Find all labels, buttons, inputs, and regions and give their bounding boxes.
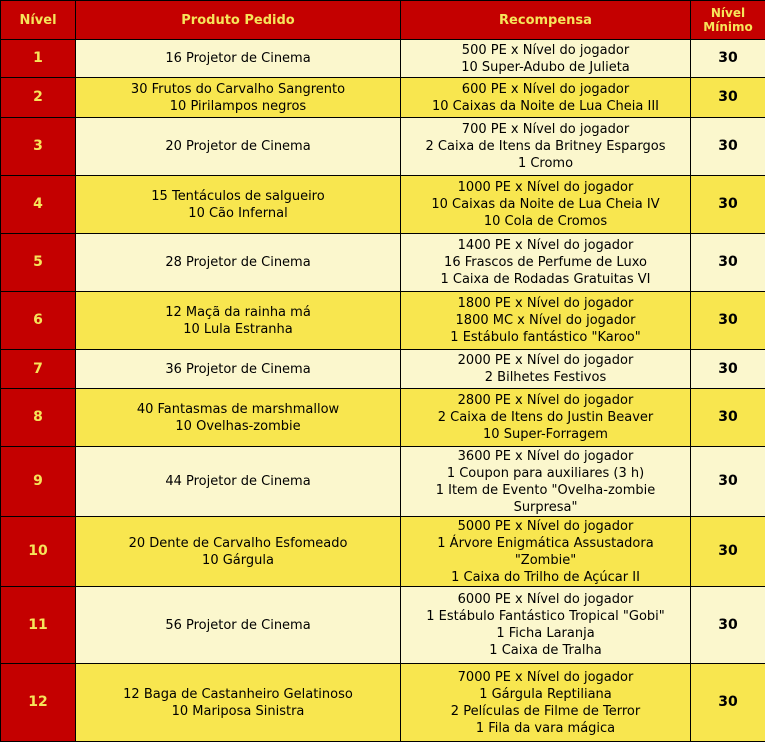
reward-cell: [401, 389, 691, 447]
reward-line: 10 Super-Forragem: [483, 427, 608, 442]
reward-cell: [401, 176, 691, 234]
reward-cell: [401, 517, 691, 587]
product-cell: [76, 176, 401, 234]
reward-line: 7000 PE x Nível do jogador: [457, 669, 634, 685]
table-row: [1, 447, 765, 517]
reward-line: 5000 PE x Nível do jogador: [457, 518, 634, 534]
product-cell: [76, 234, 401, 292]
min-level-cell: 30: [691, 292, 765, 350]
table-row: [1, 350, 765, 389]
level-cell: 2: [1, 78, 76, 118]
reward-cell: [401, 587, 691, 664]
reward-line: 1800 PE x Nível do jogador: [457, 296, 634, 311]
reward-line: 1 Item de Evento "Ovelha-zombie Surpresa": [435, 482, 656, 515]
product-line: 10 Lula Estranha: [183, 321, 293, 337]
product-line: 10 Mariposa Sinistra: [171, 703, 305, 719]
reward-line: 1 Árvore Enigmática Assustadora "Zombie": [437, 535, 654, 568]
level-cell: 4: [1, 176, 76, 234]
level-cell: 8: [1, 389, 76, 447]
reward-line: 3600 PE x Nível do jogador: [457, 448, 634, 464]
reward-line: 1 Coupon para auxiliares (3 h): [446, 465, 645, 481]
reward-cell: [401, 40, 691, 78]
reward-line: 500 PE x Nível do jogador: [461, 42, 630, 58]
level-cell: 9: [1, 447, 76, 517]
product-line: 10 Cão Infernal: [188, 205, 288, 221]
level-cell: 12: [1, 664, 76, 742]
table-row: [1, 234, 765, 292]
reward-line: 1 Estábulo fantástico "Karoo": [450, 330, 641, 345]
reward-line: 1 Caixa de Tralha: [489, 643, 602, 658]
product-line: 10 Gárgula: [202, 552, 274, 568]
reward-cell: [401, 350, 691, 389]
reward-line: 1000 PE x Nível do jogador: [457, 180, 634, 195]
reward-line: 16 Frascos de Perfume de Luxo: [444, 255, 647, 270]
reward-line: 1 Fila da vara mágica: [475, 720, 616, 736]
table-body: [1, 40, 765, 742]
level-cell: 11: [1, 587, 76, 664]
reward-cell: [401, 118, 691, 176]
reward-line: 1 Cromo: [517, 156, 574, 171]
table-row: [1, 517, 765, 587]
table-row: [1, 78, 765, 118]
reward-cell: [401, 664, 691, 742]
reward-line: 10 Caixas da Noite de Lua Cheia III: [431, 98, 660, 114]
product-line: 12 Baga de Castanheiro Gelatinoso: [123, 686, 353, 702]
reward-cell: [401, 447, 691, 517]
reward-line: 600 PE x Nível do jogador: [461, 81, 630, 97]
table-row: [1, 389, 765, 447]
level-cell: 1: [1, 40, 76, 78]
reward-line: 1 Caixa de Rodadas Gratuitas VI: [440, 272, 651, 287]
reward-line: 6000 PE x Nível do jogador: [457, 592, 634, 607]
reward-line: 2 Caixa de Itens do Justin Beaver: [437, 410, 654, 425]
reward-cell: [401, 78, 691, 118]
header-minimo-line2: Mínimo: [703, 20, 753, 34]
reward-line: 1400 PE x Nível do jogador: [457, 238, 634, 253]
reward-line: 2000 PE x Nível do jogador: [457, 353, 634, 368]
product-line: 10 Pirilampos negros: [169, 98, 307, 114]
min-level-cell: 30: [691, 664, 765, 742]
table-row: [1, 40, 765, 78]
header-produto: Produto Pedido: [76, 1, 401, 40]
min-level-cell: 30: [691, 234, 765, 292]
product-line: 56 Projetor de Cinema: [165, 617, 311, 633]
table-row: [1, 664, 765, 742]
product-cell: [76, 78, 401, 118]
header-nivel: Nível: [1, 1, 76, 40]
reward-line: 1 Ficha Laranja: [496, 626, 595, 641]
level-cell: 5: [1, 234, 76, 292]
product-line: 30 Frutos do Carvalho Sangrento: [130, 81, 346, 97]
reward-line: 2800 PE x Nível do jogador: [457, 393, 634, 408]
min-level-cell: 30: [691, 118, 765, 176]
product-line: 12 Maçã da rainha má: [165, 304, 311, 320]
level-cell: 6: [1, 292, 76, 350]
product-cell: [76, 40, 401, 78]
product-line: 28 Projetor de Cinema: [165, 255, 311, 270]
header-minimo-line1: Nível: [710, 6, 746, 20]
reward-line: 1800 MC x Nível do jogador: [455, 313, 636, 328]
product-line: 20 Dente de Carvalho Esfomeado: [128, 535, 348, 551]
reward-line: 2 Caixa de Itens da Britney Espargos: [425, 139, 666, 154]
reward-line: 10 Super-Adubo de Julieta: [461, 59, 630, 75]
level-cell: 7: [1, 350, 76, 389]
table-row: [1, 292, 765, 350]
level-cell: 10: [1, 517, 76, 587]
product-line: 20 Projetor de Cinema: [165, 139, 311, 154]
min-level-cell: 30: [691, 40, 765, 78]
min-level-cell: 30: [691, 389, 765, 447]
product-cell: [76, 292, 401, 350]
reward-line: 700 PE x Nível do jogador: [461, 122, 630, 137]
reward-cell: [401, 234, 691, 292]
header-recompensa: Recompensa: [401, 1, 691, 40]
product-cell: [76, 118, 401, 176]
product-line: 44 Projetor de Cinema: [165, 474, 311, 489]
reward-line: 2 Películas de Filme de Terror: [450, 703, 641, 719]
min-level-cell: 30: [691, 447, 765, 517]
level-cell: 3: [1, 118, 76, 176]
table-row: [1, 118, 765, 176]
reward-line: 1 Estábulo Fantástico Tropical "Gobi": [426, 609, 665, 624]
reward-cell: [401, 292, 691, 350]
reward-line: 2 Bilhetes Festivos: [484, 370, 607, 385]
product-cell: [76, 517, 401, 587]
product-cell: [76, 664, 401, 742]
table-row: [1, 587, 765, 664]
product-cell: [76, 447, 401, 517]
product-cell: [76, 587, 401, 664]
min-level-cell: 30: [691, 176, 765, 234]
min-level-cell: 30: [691, 587, 765, 664]
product-line: 36 Projetor de Cinema: [165, 361, 311, 377]
min-level-cell: 30: [691, 517, 765, 587]
header-row: [1, 1, 765, 40]
product-cell: [76, 389, 401, 447]
min-level-cell: 30: [691, 78, 765, 118]
product-line: 15 Tentáculos de salgueiro: [151, 188, 325, 204]
product-cell: [76, 350, 401, 389]
table-row: [1, 176, 765, 234]
reward-line: 10 Cola de Cromos: [483, 214, 608, 229]
header-minimo: [691, 1, 765, 40]
product-line: 40 Fantasmas de marshmallow: [136, 401, 340, 417]
product-line: 16 Projetor de Cinema: [165, 51, 311, 66]
reward-line: 10 Caixas da Noite de Lua Cheia IV: [431, 197, 660, 212]
reward-line: 1 Caixa do Trilho de Açúcar II: [451, 569, 640, 585]
min-level-cell: 30: [691, 350, 765, 389]
product-line: 10 Ovelhas-zombie: [175, 418, 301, 434]
reward-line: 1 Gárgula Reptiliana: [479, 686, 612, 702]
